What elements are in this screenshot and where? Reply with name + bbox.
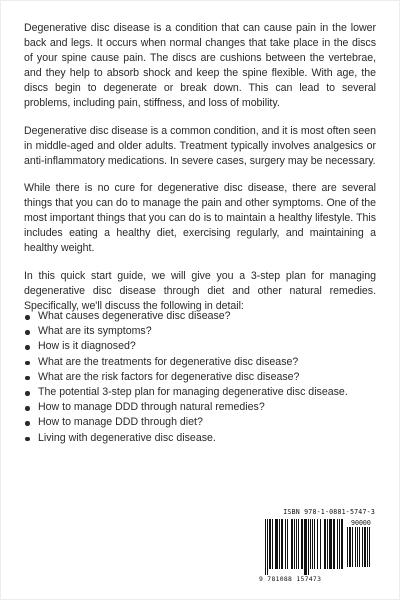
- bullet-icon: [25, 406, 30, 411]
- bullet-icon: [25, 421, 30, 426]
- paragraph-no-cure: While there is no cure for degenerative disc disease, there are several things that you can do to manage the pain and other symptoms. One of the most important things that you can do is to maintain a healthy lifestyle. This includes eating a healthy diet, exercising regularly, and maintaining a healthy weight.: [24, 182, 376, 254]
- list-item-text: How to manage DDD through natural remedies?: [38, 401, 265, 414]
- list-item-text: What are its symptoms?: [38, 325, 152, 338]
- bullet-icon: [25, 391, 30, 396]
- addon-barcode-icon: [347, 527, 373, 573]
- list-item: [24, 339, 348, 354]
- list-item-text: What causes degenerative disc disease?: [38, 310, 231, 322]
- barcode-icon: [265, 519, 345, 575]
- list-item-text: What are the risk factors for degenerative disc disease?: [38, 370, 300, 383]
- list-item-text: How is it diagnosed?: [38, 340, 136, 353]
- isbn-label: ISBN 978-1-0881-5747-3: [283, 508, 375, 516]
- list-item-text: The potential 3-step plan for managing degenerative disc disease.: [38, 386, 348, 399]
- bullet-icon: [25, 376, 30, 381]
- back-cover-text: [24, 21, 376, 444]
- paragraph-intro: Degenerative disc disease is a condition that can cause pain in the lower back and legs. It occurs when normal changes that take place in the discs of your spine cause pain. The discs are cushions between the vertebrae, and they help to absorb shock and keep the spine flexible. With age, the discs begin to degenerate or break down. This can lead to several problems, including pain, stiffness, and loss of mobility.: [24, 22, 376, 109]
- list-item: [24, 355, 348, 370]
- list-item: [24, 400, 348, 415]
- paragraph-guide-overview: In this quick start guide, we will give you a 3-step plan for managing degenerative disc disease through diet and other natural remedies. Specifically, we'll discuss the following in detail:: [24, 269, 376, 312]
- list-item: [24, 385, 348, 400]
- topics-list: [24, 309, 348, 446]
- bullet-icon: [25, 345, 30, 350]
- list-item: [24, 415, 348, 430]
- list-item-text: How to manage DDD through diet?: [38, 416, 203, 429]
- bullet-icon: [25, 330, 30, 335]
- price-code: 90000: [351, 519, 371, 527]
- list-item-text: What are the treatments for degenerative disc disease?: [38, 355, 299, 368]
- bullet-icon: [25, 315, 30, 320]
- list-item: [24, 431, 348, 446]
- paragraph-common-condition: Degenerative disc disease is a common condition, and it is most often seen in middle-aged and older adults. Treatment typically involves analgesics or anti-inflammatory medications. In severe cases, surgery may be necessary.: [24, 124, 376, 167]
- barcode-digits: 9 781088 157473: [259, 575, 322, 583]
- list-item: [24, 324, 348, 339]
- bullet-icon: [25, 361, 30, 366]
- list-item: [24, 309, 348, 324]
- list-item-text: Living with degenerative disc disease.: [38, 431, 216, 444]
- bullet-icon: [25, 437, 30, 442]
- list-item: [24, 370, 348, 385]
